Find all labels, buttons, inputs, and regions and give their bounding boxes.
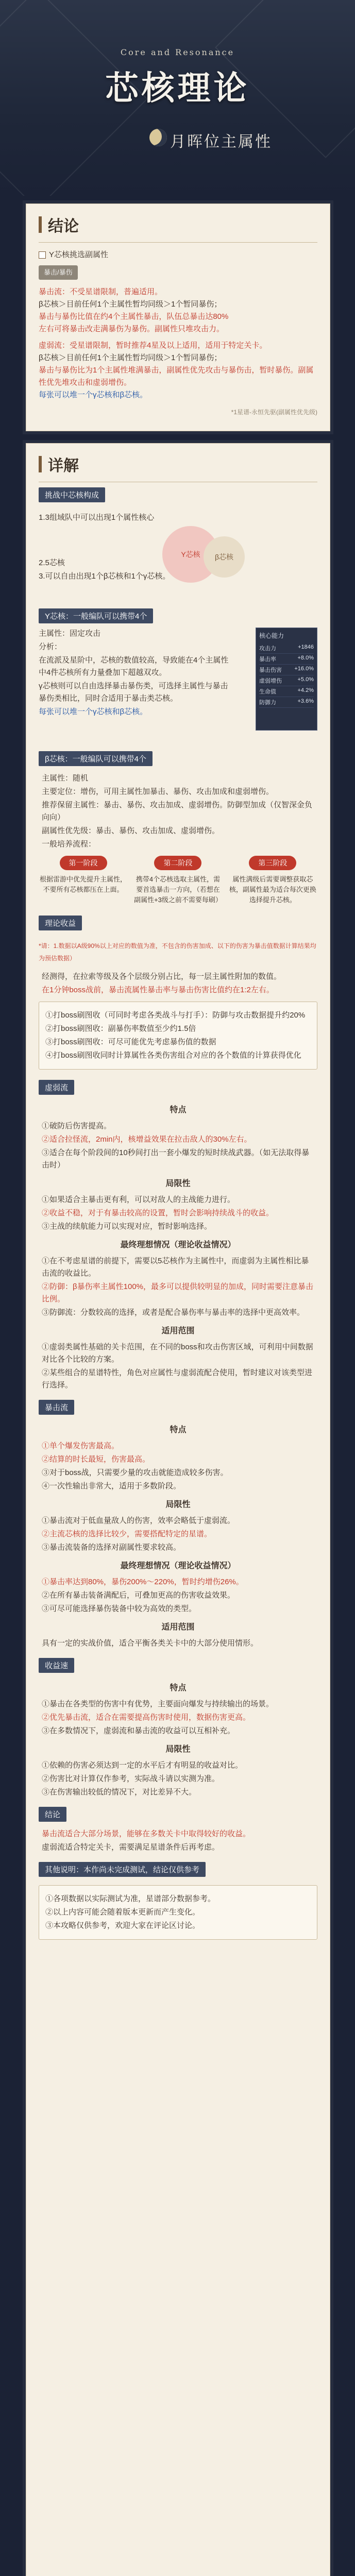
list-item: ②优先暴击流，适合在需要提高伤害时使用，数据伤害更高。 — [42, 1713, 251, 1722]
list-item: ②适合拉怪流，2min内，核增益效果在拉击敌人的30%左右。 — [42, 1135, 252, 1144]
stat-row — [259, 675, 314, 686]
phase-card — [133, 856, 223, 905]
list-item: ②主流芯核的选择比较少，需要搭配特定的星谱。 — [42, 1530, 212, 1538]
list-item: ③暴击流装备的选择对副属性要求较高。 — [42, 1543, 181, 1552]
list-item: 3.可以自由出现1个β芯核和1个γ芯核。 — [39, 572, 171, 581]
list-item: ④一次性输出非常大，适用于多数阶段。 — [42, 1482, 181, 1490]
list-item: 在1分钟boss战前，暴击流属性暴击率与暴击伤害比值约在1:2左右。 — [42, 986, 274, 994]
stat-name: 暴击伤害 — [259, 667, 282, 673]
list-item: ①在不考虑星谱的前提下，需要以5芯核作为主属性中，而虚弱为主属性相比暴击流的收益比。 — [42, 1257, 309, 1278]
theory-box-list — [45, 1009, 311, 1062]
hero-english-title: Core and Resonance — [120, 47, 235, 57]
section-title: 结论 — [48, 217, 79, 235]
checkbox-icon — [39, 251, 46, 259]
circle-gamma: Y芯核 — [162, 526, 219, 583]
final-conclusion — [42, 1828, 314, 1854]
tag-row — [39, 249, 317, 261]
features-title: 特点 — [170, 1426, 187, 1434]
list-item: ①依赖的伤害必须达到一定的水平后才有明显的收益对比。 — [42, 1761, 243, 1770]
detail-panel — [26, 443, 330, 2576]
limits-title: 局限性 — [165, 1500, 191, 1509]
stat-value: +8.0% — [297, 655, 314, 661]
crit-limits — [42, 1515, 314, 1554]
list-item: ②防御：β暴伤率主属性100%，最多可以提供较明显的加成，同时需要注意暴击比例。 — [42, 1282, 313, 1303]
header-bar — [39, 456, 42, 472]
list-item: γ芯核则可以自由选择暴击暴伤类，可选择主属性与暴击暴伤类相比，同时合适用于暴击类芯核。 — [39, 682, 228, 703]
stat-name: 虚弱增伤 — [259, 678, 282, 684]
list-item: ②打boss刷图收：副暴伤率数值至少约1.5倍 — [45, 1024, 196, 1033]
crit-features — [42, 1440, 314, 1493]
beta-list — [42, 772, 314, 851]
limits-title: 局限性 — [165, 1179, 191, 1188]
scope-title: 适用范围 — [161, 1623, 195, 1632]
conclusion-line: 暴击流：不受星谱限制，普遍适用。 — [39, 287, 163, 296]
core-diagram — [39, 511, 317, 598]
conclusion-body — [39, 286, 317, 401]
stat-value: +3.6% — [297, 698, 314, 704]
features-title: 特点 — [170, 1106, 187, 1114]
conclusion-line: β芯核＞目前任何1个主属性暂均同级＞1个暂同暴伤； — [39, 353, 222, 362]
stat-name: 攻击力 — [259, 646, 276, 652]
section-title: 详解 — [48, 457, 79, 475]
list-item: 在流派及星阶中，芯核的数值较高，导致能在4个主属性中4件芯核所有力量叠加下超越双攻。 — [39, 656, 229, 677]
list-item: ③可尽可能选择暴伤装备中较为高效的类型。 — [42, 1604, 197, 1613]
stat-row — [259, 654, 314, 665]
tag-label: Y芯核挑选副属性 — [49, 250, 109, 259]
skill-card-title: 核心能力 — [259, 632, 284, 639]
subsection-title: β芯核：一般编队可以携带4个 — [39, 751, 153, 766]
list-item: ③适合在每个阶段间的10秒间打出一套小爆发的短时续战武器。（如无法取得暴击时） — [42, 1148, 310, 1170]
stat-value: +5.0% — [297, 676, 314, 683]
list-item: ②某些组合的星谱特性，角色对应属性与虚弱流配合使用，暂时建议对该类型进行选择。 — [42, 1368, 313, 1389]
stat-value: +1846 — [298, 644, 314, 650]
stat-row — [259, 643, 314, 654]
list-item: 主属性：固定攻击 — [39, 629, 101, 638]
subsection-title: 理论收益 — [39, 916, 82, 930]
list-item: ①各项数据以实际测试为准，星谱部分数据参考。 — [45, 1894, 216, 1903]
gamma-list — [39, 628, 234, 718]
other-list — [45, 1893, 311, 1932]
subsection-title: 收益速 — [39, 1658, 74, 1673]
crit-best — [42, 1576, 314, 1615]
stat-name: 暴击率 — [259, 656, 276, 663]
stat-name: 生命值 — [259, 689, 276, 695]
section-header — [39, 213, 330, 236]
list-item: ②收益不稳，对于有暴击较高的设置，暂时会影响持续战斗的收益。 — [42, 1209, 274, 1217]
conclusion-line: β芯核＞目前任何1个主属性暂均同级＞1个暂同暴伤； — [39, 300, 222, 309]
limits-title: 局限性 — [165, 1745, 191, 1754]
stat-value: +16.0% — [294, 666, 314, 672]
list-item: ③本攻略仅供参考，欢迎大家在评论区讨论。 — [45, 1921, 200, 1930]
compare-features — [42, 1698, 314, 1737]
list-item: 每张可以堆一个γ芯核和β芯核。 — [39, 707, 148, 716]
conclusion-line: 左右可将暴击改走满暴伤为暴伤。副属性只堆攻击力。 — [39, 325, 225, 333]
list-item: ③打boss刷图收：可尽可能优先考虑暴伤值的数据 — [45, 1038, 216, 1046]
moon-icon — [149, 129, 167, 146]
phase-label: 第三阶段 — [249, 856, 296, 870]
list-item: ②结算的时长最短，伤害最高。 — [42, 1455, 150, 1464]
list-item: ①暴击率达到80%，暴伤200%～220%，暂时约增伤26%。 — [42, 1578, 244, 1586]
header-bar — [39, 216, 42, 233]
list-item: ②以上内容可能会随着版本更新而产生变化。 — [45, 1908, 200, 1917]
list-item: ②在所有暴击装备满配后，可叠加更高的伤害收益效果。 — [42, 1591, 235, 1600]
list-item: ①虚弱类属性基础的关卡范围，在不同的boss和攻击伤害区域，可利用中间数据对比各个比较的方案。 — [42, 1343, 313, 1364]
list-item: 主要定位：增伤，可用主属性加暴击、暴伤、攻击加成和虚弱增伤。 — [42, 787, 274, 796]
skill-card — [256, 628, 317, 731]
list-item: ①破防后伤害提高。 — [42, 1122, 112, 1130]
conclusion-panel — [26, 204, 330, 431]
best-title: 最终理想情况（理论收益情况） — [120, 1562, 236, 1570]
phase-text: 携带4个芯核选取主属性，需要首选暴击一方向，（若想在副属性+3级之前不需要每刷） — [134, 875, 222, 904]
list-item: ③主战的续航能力可以实现对应，暂时影响选择。 — [42, 1222, 212, 1231]
section-header — [39, 453, 330, 476]
conclusion-line: 虚弱流：受星谱限制，暂时推荐4星及以上适用，适用于特定关卡。 — [39, 341, 267, 350]
phase-card — [39, 856, 128, 905]
footnote: *1星谱-永恒先驱(副属性优先级) — [231, 409, 317, 416]
weak-scope — [42, 1341, 314, 1392]
list-item: ③防御流：分数较高的选择，或者是配合暴伤率与暴击率的选择中更高效率。 — [42, 1308, 305, 1317]
subsection-title: 暴击流 — [39, 1400, 74, 1415]
phase-label: 第一阶段 — [60, 856, 107, 870]
conclusion-tags — [39, 249, 317, 280]
divider — [39, 242, 317, 243]
phase-text: 属性满级后需要调整获取芯核，副属性最为适合每次更换选择提升芯核。 — [229, 875, 316, 904]
stat-name: 防御力 — [259, 700, 276, 706]
list-item: 主属性：随机 — [42, 774, 89, 783]
list-item: 2.5芯核 — [39, 558, 65, 567]
circle-beta: β芯核 — [204, 536, 245, 578]
list-item: ①暴击在各类型的伤害中有优势，主要面向爆发与持续输出的场景。 — [42, 1700, 274, 1708]
weak-best — [42, 1255, 314, 1319]
stat-row — [259, 697, 314, 708]
conclusion-line: 暴击与暴伤比为1个主属性堆满暴击，副属性优先攻击与暴伤击，暂时暴伤。副属性优先堆攻击和虚弱增伤。 — [39, 366, 314, 387]
page-subtitle: 月晖位主属性 — [170, 133, 272, 151]
stat-value: +4.2% — [297, 687, 314, 693]
stat-row — [259, 686, 314, 697]
stat-row — [259, 665, 314, 675]
list-item: ①暴击流对于低血量敌人的伤害，效率会略低于虚弱流。 — [42, 1516, 235, 1525]
theory-box — [39, 1002, 317, 1070]
list-item: 暴击流适合大部分场景，能够在多数关卡中取得较好的收益。 — [42, 1829, 251, 1838]
scope-title: 适用范围 — [161, 1327, 195, 1335]
list-item: 虚弱流适合特定关卡，需要满足星谱条件后再考虑。 — [42, 1843, 220, 1852]
list-item: ②伤害比对计算仅作参考，实际战斗请以实测为准。 — [42, 1774, 220, 1783]
best-title: 最终理想情况（理论收益情况） — [120, 1241, 236, 1249]
conclusion-line: 每张可以堆一个γ芯核和β芯核。 — [39, 391, 148, 399]
list-item: ③在伤害输出较低的情况下，对比差异不大。 — [42, 1788, 197, 1797]
list-item: 经测得，在拉索等级及各个层级分别占比，每一层主属性附加的数值。 — [42, 972, 282, 981]
compare-limits — [42, 1759, 314, 1799]
other-box — [39, 1885, 317, 1940]
weak-features — [42, 1120, 314, 1172]
list-item: 一般培养流程： — [42, 840, 96, 849]
subsection-title: Y芯核：一般编队可以携带4个 — [39, 608, 153, 623]
features-title: 特点 — [170, 1684, 187, 1692]
tag-row — [39, 265, 317, 280]
list-item: 副属性优先级：暴击、暴伤、攻击加成、虚弱增伤。 — [42, 826, 220, 835]
weak-limits — [42, 1194, 314, 1233]
phase-text: 根据雷游中优先提升主属性，不要所有芯核都压在上面。 — [40, 875, 127, 893]
list-item: ③对于boss战，只需要少量的攻击就能造成较多伤害。 — [42, 1468, 228, 1477]
list-item: ④打boss刷图收同时计算属性各类伤害组合对应的各个数值的计算获得优化 — [45, 1051, 301, 1060]
list-item: 分析： — [39, 642, 62, 651]
page-title: 芯核理论 — [105, 69, 250, 108]
list-item: ③在多数情况下，虚弱流和暴击流的收益可以互相补充。 — [42, 1726, 235, 1735]
list-item: ①打boss刷图收（可同时考虑各类战斗与打手）：防御与攻击数据提升约20% — [45, 1011, 306, 1020]
list-item: 推荐保留主属性：暴击、暴伤、攻击加成、虚弱增伤。防御型加成（仅智深金负向向） — [42, 801, 313, 822]
pill-badge: 暴击/暴伤 — [39, 265, 78, 280]
phase-label: 第二阶段 — [154, 856, 201, 870]
subsection-title: 挑战中芯核构成 — [39, 487, 105, 502]
gamma-section — [39, 628, 317, 746]
conclusion-line: 暴击与暴伤比值在约4个主属性暴击，队伍总暴击达80% — [39, 312, 229, 321]
phase-card — [228, 856, 317, 905]
theory-list — [42, 971, 314, 996]
list-item: ①如果适合主暴击更有利，可以对敌人的主战能力进行。 — [42, 1195, 235, 1204]
theory-note: *请：1.数据以A级90%以上对应的数值为准，不包含的伤害加成、以下的伤害为暴击值数据计算结果均为预估数据） — [39, 942, 316, 962]
crit-scope: 具有一定的实战价值，适合平衡各类关卡中的大部分使用情形。 — [42, 1639, 259, 1648]
subsection-title: 结论 — [39, 1807, 66, 1822]
list-item: 1.3组域队中可以出现1个属性核心 — [39, 513, 155, 522]
subsection-title: 其他说明：本作尚未完成测试，结论仅供参考 — [39, 1862, 206, 1877]
hero-banner — [0, 0, 355, 196]
subsection-title: 虚弱流 — [39, 1080, 74, 1095]
phase-row — [39, 856, 317, 905]
list-item: ①单个爆发伤害最高。 — [42, 1442, 120, 1450]
